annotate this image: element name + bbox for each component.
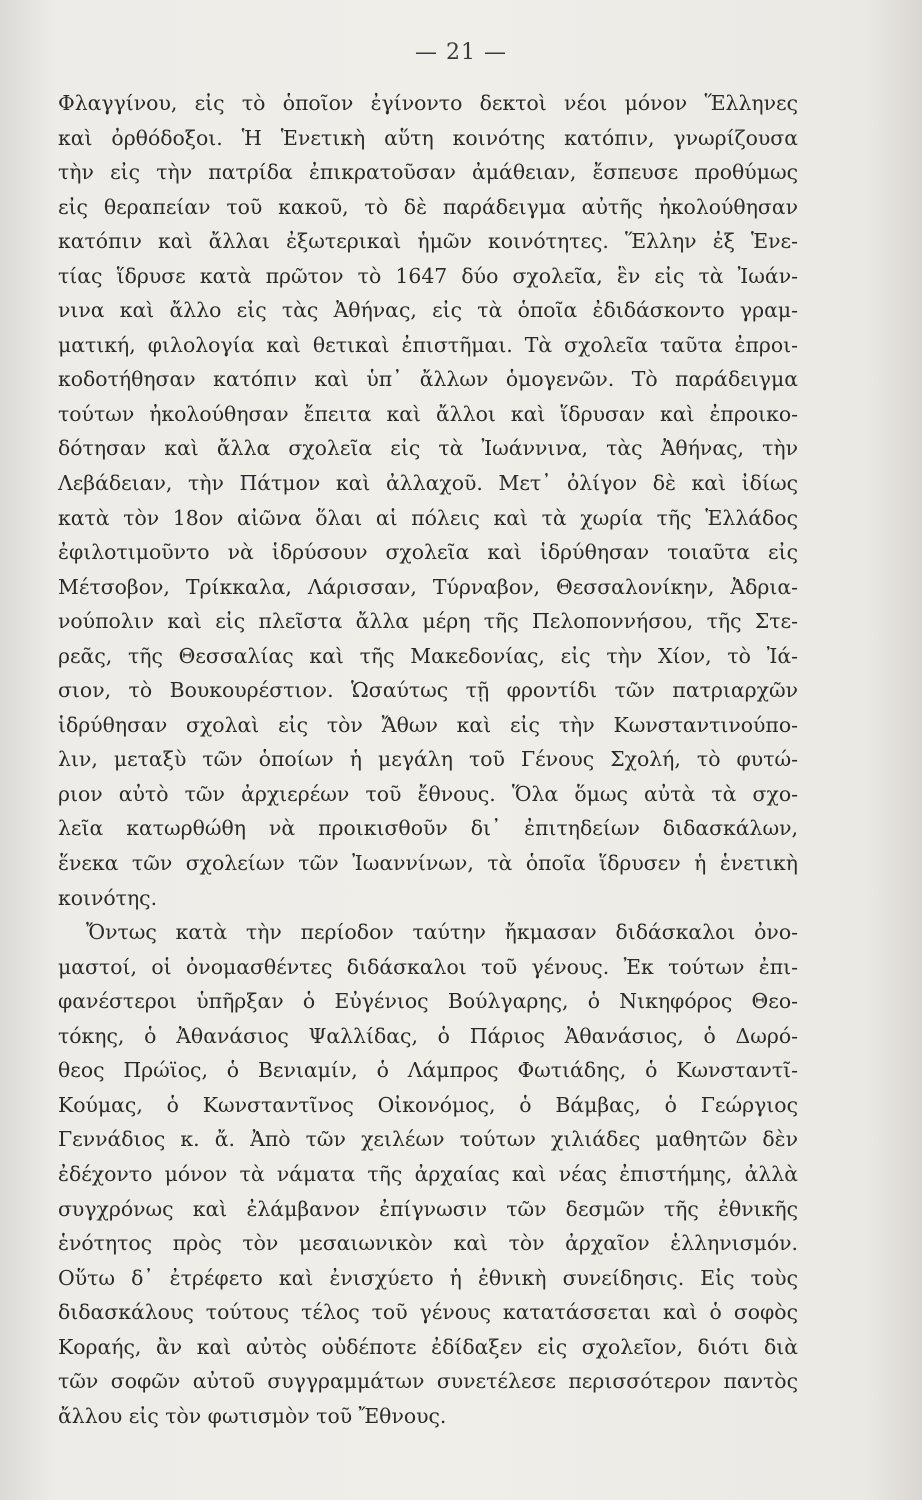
text-line: Οὕτω δ᾽ ἐτρέφετο καὶ ἐνισχύετο ἡ ἐθνικὴ συνείδησις. Εἰς τοὺς xyxy=(58,1265,798,1290)
text-line: ριον αὐτὸ τῶν ἀρχιερέων τοῦ ἔθνους. Ὅλα ὅμως αὐτὰ τὰ σχο- xyxy=(58,781,798,806)
text-line: ἐφιλοτιμοῦντο νὰ ἱδρύσουν σχολεῖα καὶ ἱδρύθησαν τοιαῦτα εἰς xyxy=(58,540,798,565)
text-line: κατόπιν καὶ ἄλλαι ἐξωτερικαὶ ἡμῶν κοινότητες. Ἕλλην ἐξ Ἑνε- xyxy=(58,229,798,254)
text-line: κοδοτήθησαν κατόπιν καὶ ὑπ᾽ ἄλλων ὁμογενῶν. Τὸ παράδειγμα xyxy=(58,367,798,392)
text-line: ρεᾶς, τῆς Θεσσαλίας καὶ τῆς Μακεδονίας, εἰς τὴν Χίον, τὸ Ἰά- xyxy=(58,643,798,668)
text-line: εἰς θεραπείαν τοῦ κακοῦ, τὸ δὲ παράδειγμα αὐτῆς ἠκολούθησαν xyxy=(58,194,798,219)
text-line: τὴν εἰς τὴν πατρίδα ἐπικρατοῦσαν ἀμάθειαν, ἔσπευσε προθύμως xyxy=(58,160,798,185)
text-line: ἄλλου εἰς τὸν φωτισμὸν τοῦ Ἔθνους. xyxy=(58,1403,447,1428)
text-line: ἑνότητος πρὸς τὸν μεσαιωνικὸν καὶ τὸν ἀρχαῖον ἑλληνισμόν. xyxy=(58,1231,798,1256)
text-line: τόκης, ὁ Ἀθανάσιος Ψαλλίδας, ὁ Πάριος Ἀθανάσιος, ὁ Δωρό- xyxy=(58,1023,798,1048)
text-line: μαστοί, οἱ ὀνομασθέντες διδάσκαλοι τοῦ γένους. Ἐκ τούτων ἐπι- xyxy=(58,954,798,979)
text-line: νινα καὶ ἄλλο εἰς τὰς Ἀθήνας, εἰς τὰ ὁποῖα ἐδιδάσκοντο γραμ- xyxy=(58,298,798,323)
text-line: ἕνεκα τῶν σχολείων τῶν Ἰωαννίνων, τὰ ὁποῖα ἵδρυσεν ἡ ἑνετικὴ xyxy=(58,851,798,876)
text-line: σιον, τὸ Βουκουρέστιον. Ὡσαύτως τῇ φροντίδι τῶν πατριαρχῶν xyxy=(58,678,798,703)
page-number: — 21 — xyxy=(415,40,507,65)
text-line: φανέστεροι ὑπῆρξαν ὁ Εὐγένιος Βούλγαρης, ὁ Νικηφόρος Θεο- xyxy=(58,989,798,1014)
text-line: τούτων ἠκολούθησαν ἔπειτα καὶ ἄλλοι καὶ ἵδρυσαν καὶ ἐπροικο- xyxy=(58,401,798,426)
text-line: τῶν σοφῶν αὐτοῦ συγγραμμάτων συνετέλεσε περισσότερον παντὸς xyxy=(58,1369,798,1394)
text-line: Γεννάδιος κ. ἄ. Ἀπὸ τῶν χειλέων τούτων χιλιάδες μαθητῶν δὲν xyxy=(58,1127,798,1152)
text-line: διδασκάλους τούτους τέλος τοῦ γένους κατατάσσεται καὶ ὁ σοφὸς xyxy=(58,1300,798,1325)
text-line: κατὰ τὸν 18ον αἰῶνα ὅλαι αἱ πόλεις καὶ τὰ χωρία τῆς Ἑλλάδος xyxy=(58,505,798,530)
text-line: ἱδρύθησαν σχολαὶ εἰς τὸν Ἄθων καὶ εἰς τὴν Κωνσταντινούπο- xyxy=(58,712,798,737)
text-line: Κοραής, ἂν καὶ αὐτὸς οὐδέποτε ἐδίδαξεν εἰς σχολεῖον, διότι διὰ xyxy=(58,1334,798,1359)
paragraph-2 xyxy=(58,915,798,1433)
text-line: νούπολιν καὶ εἰς πλεῖστα ἄλλα μέρη τῆς Πελοποννήσου, τῆς Στε- xyxy=(58,609,798,634)
text-line: Λεβάδειαν, τὴν Πάτμον καὶ ἀλλαχοῦ. Μετ᾽ ὀλίγον δὲ καὶ ἰδίως xyxy=(58,471,798,496)
text-line: συγχρόνως καὶ ἐλάμβανον ἐπίγνωσιν τῶν δεσμῶν τῆς ἐθνικῆς xyxy=(58,1196,798,1221)
text-line: καὶ ὀρθόδοξοι. Ἡ Ἑνετικὴ αὕτη κοινότης κατόπιν, γνωρίζουσα xyxy=(58,125,798,150)
text-line: Φλαγγίνου, εἰς τὸ ὁποῖον ἐγίνοντο δεκτοὶ νέοι μόνον Ἕλληνες xyxy=(58,91,798,115)
text-line: ἐδέχοντο μόνον τὰ νάματα τῆς ἀρχαίας καὶ νέας ἐπιστήμης, ἀλλὰ xyxy=(58,1161,798,1186)
text-line: ματική, φιλολογία καὶ θετικαὶ ἐπιστῆμαι. Τὰ σχολεῖα ταῦτα ἐπροι- xyxy=(58,332,798,357)
paragraph-1 xyxy=(58,86,798,915)
body-text xyxy=(58,86,798,1433)
text-line: λεῖα κατωρθώθη νὰ προικισθοῦν δι᾽ ἐπιτηδείων διδασκάλων, xyxy=(58,816,798,841)
text-line: Ὄντως κατὰ τὴν περίοδον ταύτην ἤκμασαν διδάσκαλοι ὀνο- xyxy=(86,920,798,945)
text-line: τίας ἵδρυσε κατὰ πρῶτον τὸ 1647 δύο σχολεῖα, ἓν εἰς τὰ Ἰωάν- xyxy=(58,263,798,288)
text-line: δότησαν καὶ ἄλλα σχολεῖα εἰς τὰ Ἰωάννινα, τὰς Ἀθήνας, τὴν xyxy=(58,436,798,461)
text-line: λιν, μεταξὺ τῶν ὁποίων ἡ μεγάλη τοῦ Γένους Σχολή, τὸ φυτώ- xyxy=(58,747,798,772)
text-line: θεος Πρώϊος, ὁ Βενιαμίν, ὁ Λάμπρος Φωτιάδης, ὁ Κωνσταντῖ- xyxy=(58,1058,798,1083)
text-line: Κούμας, ὁ Κωνσταντῖνος Οἰκονόμος, ὁ Βάμβας, ὁ Γεώργιος xyxy=(58,1092,798,1117)
text-line: Μέτσοβον, Τρίκκαλα, Λάρισσαν, Τύρναβον, Θεσσαλονίκην, Ἀδρια- xyxy=(58,574,798,599)
text-line: κοινότης. xyxy=(58,885,158,910)
